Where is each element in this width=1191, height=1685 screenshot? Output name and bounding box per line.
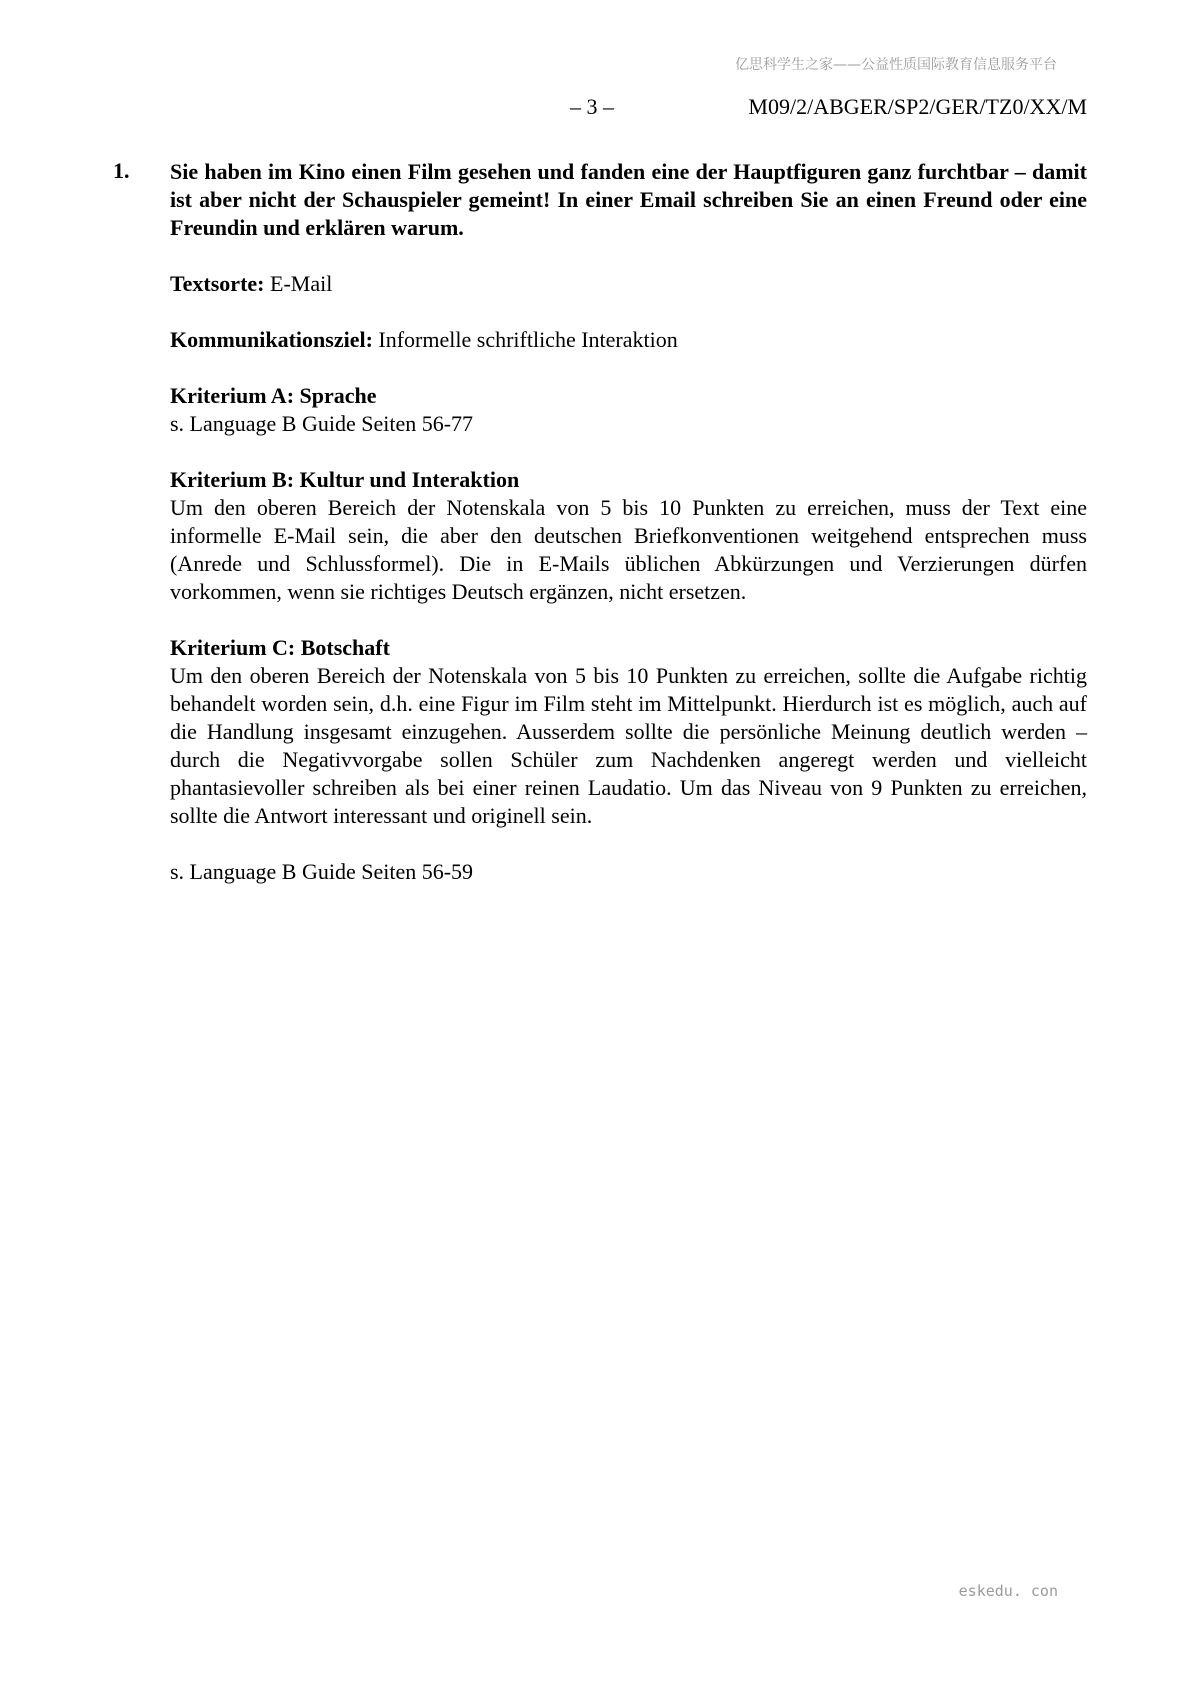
communication-goal-value: Informelle schriftliche Interaktion bbox=[378, 327, 678, 352]
watermark-top: 亿思科学生之家——公益性质国际教育信息服务平台 bbox=[735, 57, 1057, 73]
criterion-a bbox=[170, 382, 1087, 438]
criterion-a-text: s. Language B Guide Seiten 56-77 bbox=[170, 411, 474, 436]
text-type bbox=[170, 270, 1087, 298]
question-prompt: Sie haben im Kino einen Film gesehen und fanden eine der Hauptfiguren ganz furchtbar – damit ist aber nicht der Schauspieler gemeint! In einer Email schreiben Sie an einen Freund oder eine Freundin und erklären warum. bbox=[170, 159, 1087, 240]
question-1 bbox=[113, 158, 1087, 886]
text-type-label: Textsorte: bbox=[170, 271, 265, 296]
criterion-b-text: Um den oberen Bereich der Notenskala von 5 bis 10 Punkten zu erreichen, muss der Text eine informelle E-Mail sein, die aber den deutschen Briefkonventionen weitgehend entsprechen muss (Anrede und Schlussformel). Die in E-Mails üblichen Abkürzungen und Verzierungen dürfen vorkommen, wenn sie richtiges Deutsch ergänzen, nicht ersetzen. bbox=[170, 495, 1087, 604]
criterion-c-text: Um den oberen Bereich der Notenskala von 5 bis 10 Punkten zu erreichen, sollte die Aufgabe richtig behandelt worden sein, d.h. eine Figur im Film steht im Mittelpunkt. Hierdurch ist es möglich, auch auf die Handlung insgesamt einzugehen. Ausserdem sollte die persönliche Meinung deutlich werden – durch die Negativvorgabe sollen Schüler zum Nachdenken angeregt werden und vielleicht phantasievoller schreiben als bei einer reinen Laudatio. Um das Niveau von 9 Punkten zu erreichen, sollte die Antwort interessant und originell sein. bbox=[170, 663, 1087, 828]
text-type-value: E-Mail bbox=[270, 271, 333, 296]
watermark-bottom: eskedu. con bbox=[958, 1582, 1058, 1600]
page-number: – 3 – bbox=[570, 94, 614, 119]
question-body bbox=[170, 158, 1087, 886]
criterion-c bbox=[170, 634, 1087, 830]
guide-reference: s. Language B Guide Seiten 56-59 bbox=[170, 859, 474, 884]
page-header bbox=[0, 94, 1191, 124]
criterion-a-title: Kriterium A: Sprache bbox=[170, 383, 377, 408]
criterion-b bbox=[170, 466, 1087, 606]
document-code: M09/2/ABGER/SP2/GER/TZ0/XX/M bbox=[748, 94, 1087, 119]
criterion-b-title: Kriterium B: Kultur und Interaktion bbox=[170, 467, 520, 492]
communication-goal bbox=[170, 326, 1087, 354]
communication-goal-label: Kommunikationsziel: bbox=[170, 327, 373, 352]
criterion-c-title: Kriterium C: Botschaft bbox=[170, 635, 390, 660]
question-number: 1. bbox=[113, 158, 130, 183]
